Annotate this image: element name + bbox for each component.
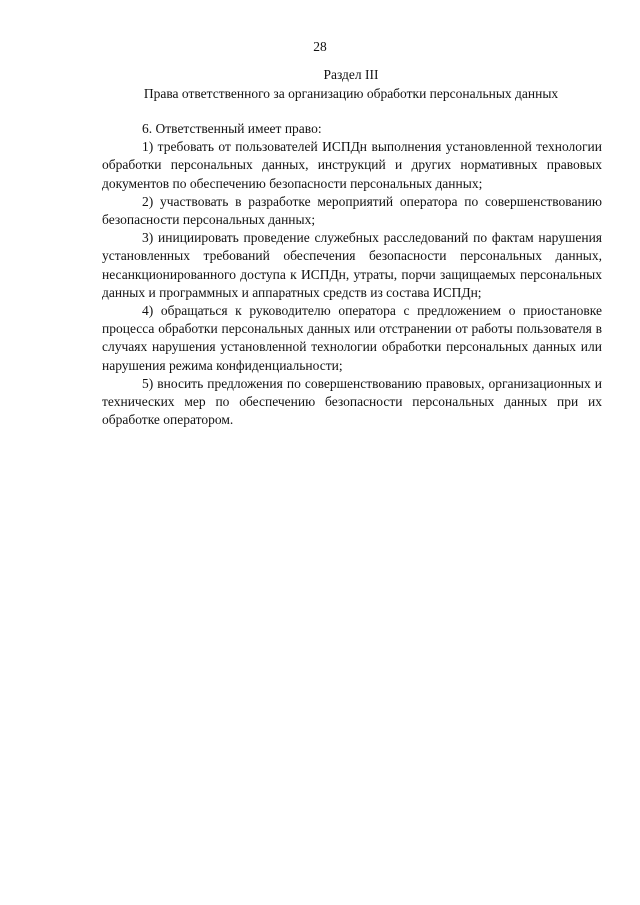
section-header: [100, 66, 602, 103]
list-item: 1) требовать от пользователей ИСПДн выполнения установленной технологии обработки персональных данных, инструкций и других нормативных правовых документов по обеспечению безопасности персональных данных;: [102, 139, 602, 191]
list-item: 5) вносить предложения по совершенствованию правовых, организационных и технических мер по обеспечению безопасности персональных данных при их обработке оператором.: [102, 375, 602, 428]
section-title: Права ответственного за организацию обработки персональных данных: [143, 85, 559, 101]
section-number: Раздел III: [323, 67, 379, 82]
page-number: 28: [313, 39, 327, 54]
intro-paragraph: 6. Ответственный имеет право:: [142, 121, 322, 136]
list-item: 4) обращаться к руководителю оператора с предложением о приостановке процесса обработки персональных данных или отстранении от работы пользователя в случаях нарушения установленной технологии обработки персональных данных или нарушения режима конфиденциальности;: [102, 303, 602, 373]
list-item: 2) участвовать в разработке мероприятий оператора по совершенствованию безопасности персональных данных;: [102, 193, 602, 228]
list-item: 3) инициировать проведение служебных расследований по фактам нарушения установленных требований обеспечения безопасности персональных данных, несанкционированного доступа к ИСПДн, утраты, порчи защищаемых персональных данных и программных и аппаратных средств из состава ИСПДн;: [102, 230, 602, 300]
document-body: [102, 120, 602, 429]
